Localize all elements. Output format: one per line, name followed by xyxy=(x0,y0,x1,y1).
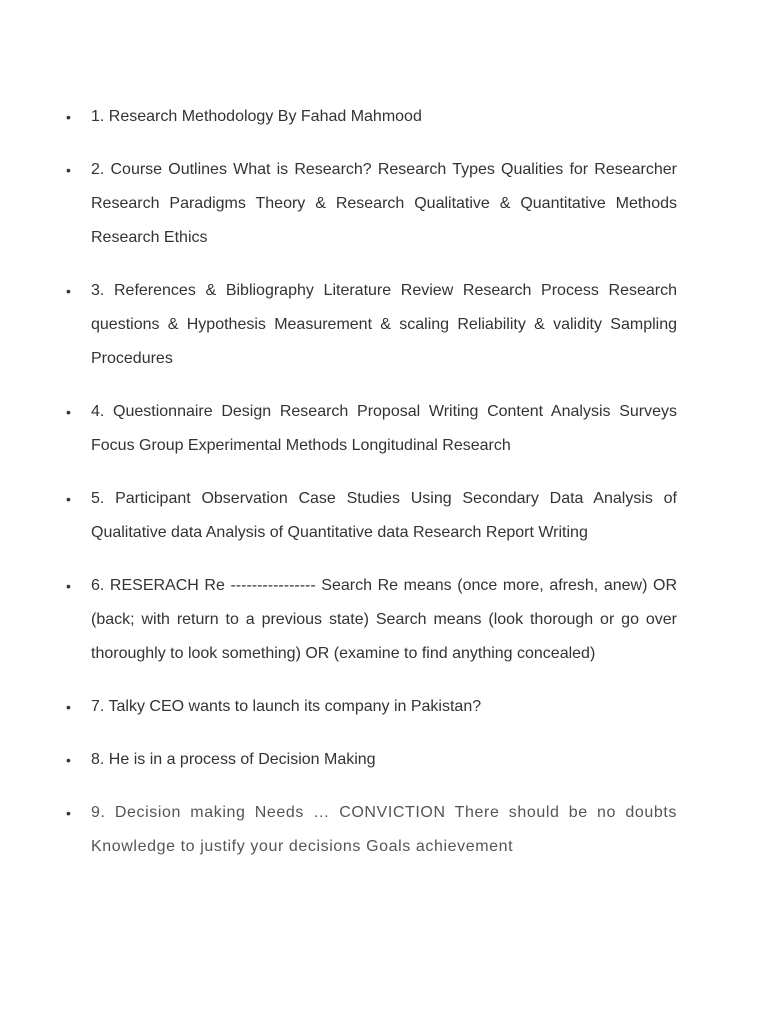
list-item xyxy=(66,482,677,550)
list-item-text: 3. References & Bibliography Literature Review Research Process Research questions & Hypothesis Measurement & scaling Reliability & validity Sampling Procedures xyxy=(91,282,677,367)
bullet-icon: • xyxy=(66,404,71,420)
bullet-icon: • xyxy=(66,699,71,715)
list-item-text: 1. Research Methodology By Fahad Mahmood xyxy=(91,108,422,125)
list-item xyxy=(66,395,677,463)
list-item xyxy=(66,153,677,255)
list-item xyxy=(66,796,677,864)
list-item xyxy=(66,274,677,376)
list-item xyxy=(66,100,677,134)
list-item xyxy=(66,690,677,724)
bullet-icon: • xyxy=(66,109,71,125)
bullet-icon: • xyxy=(66,162,71,178)
bullet-icon: • xyxy=(66,752,71,768)
bullet-icon: • xyxy=(66,491,71,507)
list-item-text: 6. RESERACH Re ---------------- Search Re means (once more, afresh, anew) OR (back; with return to a previous state) Search means (look thorough or go over thoroughly to look something) OR (examine to find anything concealed) xyxy=(91,577,677,662)
list-item-text: 4. Questionnaire Design Research Proposal Writing Content Analysis Surveys Focus Group Experimental Methods Longitudinal Research xyxy=(91,403,677,454)
list-item-text: 8. He is in a process of Decision Making xyxy=(91,751,376,768)
list-item-text: 9. Decision making Needs … CONVICTION There should be no doubts Knowledge to justify your decisions Goals achievement xyxy=(91,804,677,855)
bullet-icon: • xyxy=(66,578,71,594)
bullet-icon: • xyxy=(66,805,71,821)
list-item-text: 7. Talky CEO wants to launch its company in Pakistan? xyxy=(91,698,482,715)
list-item xyxy=(66,743,677,777)
bullet-icon: • xyxy=(66,283,71,299)
slide-outline-list xyxy=(0,100,768,864)
list-item-text: 5. Participant Observation Case Studies Using Secondary Data Analysis of Qualitative data Analysis of Quantitative data Research Report Writing xyxy=(91,490,677,541)
list-item xyxy=(66,569,677,671)
list-item-text: 2. Course Outlines What is Research? Research Types Qualities for Researcher Research Paradigms Theory & Research Qualitative & Quantitative Methods Research Ethics xyxy=(91,161,677,246)
